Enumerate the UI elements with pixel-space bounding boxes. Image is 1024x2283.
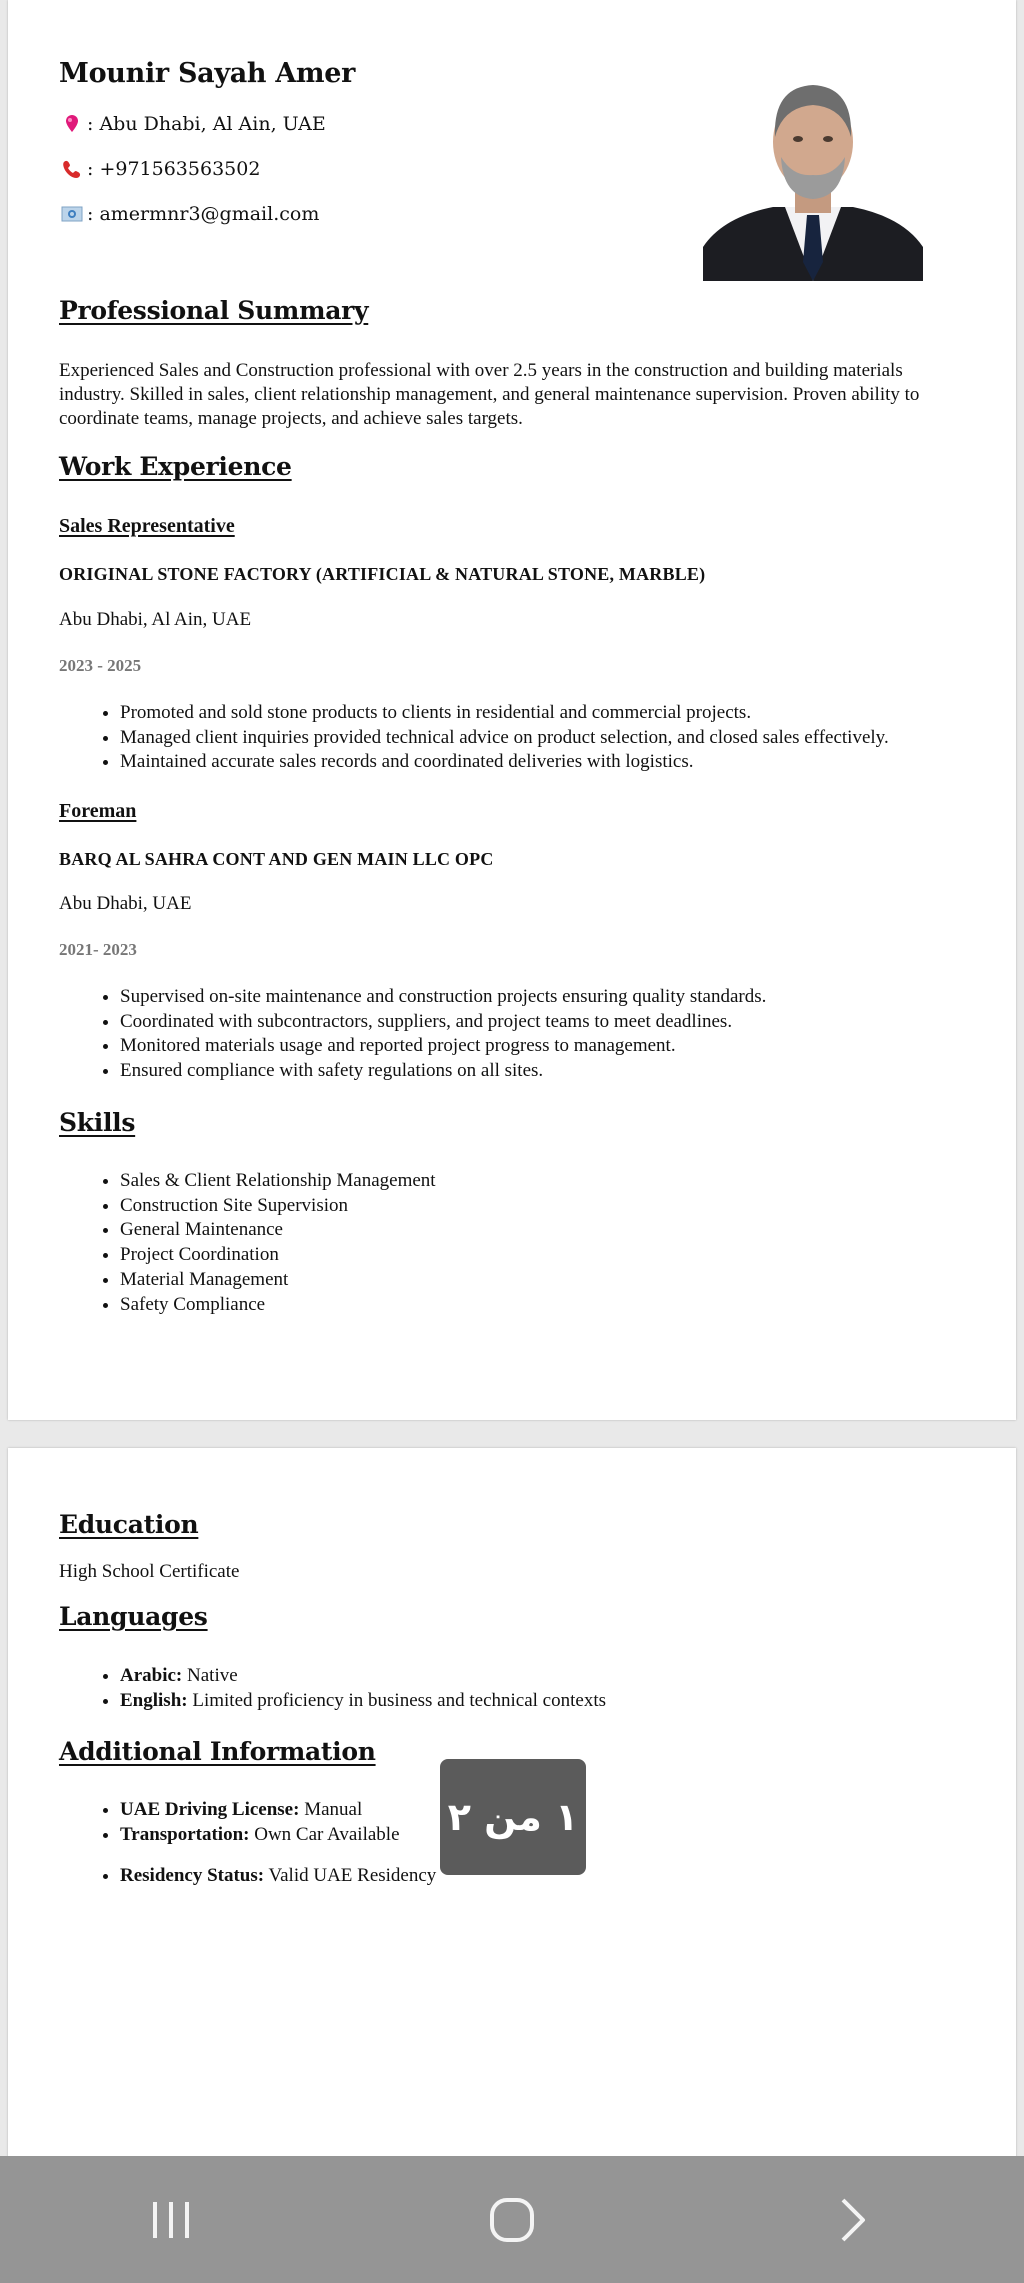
list-item: • General Maintenance (120, 1218, 436, 1243)
list-item (120, 1664, 606, 1689)
additional-info-heading: Additional Information (59, 1737, 376, 1766)
job-title-1: Sales Representative (59, 515, 235, 537)
candidate-name: Mounir Sayah Amer (59, 58, 356, 89)
list-item: • Ensured compliance with safety regulations on all sites. (120, 1059, 766, 1084)
recent-apps-button[interactable] (116, 2180, 226, 2260)
work-experience-heading: Work Experience (59, 452, 292, 481)
summary-heading: Professional Summary (59, 296, 369, 325)
email-icon (59, 206, 85, 222)
profile-photo (703, 57, 923, 281)
map-pin-icon (59, 114, 85, 134)
email-text: : amermnr3@gmail.com (87, 203, 320, 225)
education-heading: Education (59, 1510, 199, 1539)
language-value: Native (182, 1665, 238, 1686)
job-title-2: Foreman (59, 800, 137, 822)
location-text: : Abu Dhabi, Al Ain, UAE (87, 113, 326, 135)
list-item: • Monitored materials usage and reported project progress to management. (120, 1034, 766, 1059)
summary-text: Experienced Sales and Construction professional with over 2.5 years in the construction and building materials industry. Skilled in sales, client relationship management, and general maintenance supervision. Proven ability to coordinate teams, manage projects, and achieve sales targets. (59, 360, 920, 429)
phone-icon (59, 159, 85, 179)
job-dates-1: 2023 - 2025 (59, 656, 142, 675)
list-item: • Supervised on-site maintenance and construction projects ensuring quality standards. (120, 985, 766, 1010)
skills-heading: Skills (59, 1108, 136, 1137)
info-label: UAE Driving License: (120, 1799, 300, 1820)
education-text: High School Certificate (59, 1561, 240, 1582)
list-item: • Promoted and sold stone products to clients in residential and commercial projects. (120, 701, 889, 726)
info-value: Valid UAE Residency (264, 1865, 437, 1887)
list-item: • Safety Compliance (120, 1293, 436, 1318)
job-dates-2: 2021- 2023 (59, 940, 137, 959)
list-item (120, 1864, 436, 1889)
list-item: • Construction Site Supervision (120, 1194, 436, 1219)
phone-text: : +971563563502 (87, 158, 261, 180)
additional-info-list (59, 1798, 436, 1889)
language-label: English: (120, 1689, 188, 1711)
list-item: • Project Coordination (120, 1243, 436, 1268)
back-icon (835, 2196, 871, 2244)
job-bullets-2 (59, 985, 766, 1084)
contact-phone (59, 158, 260, 180)
contact-location (59, 113, 326, 135)
language-value: Limited proficiency in business and technical contexts (187, 1689, 607, 1711)
list-item (120, 1823, 436, 1848)
languages-heading: Languages (59, 1602, 208, 1631)
info-label: Transportation: (120, 1823, 250, 1845)
languages-list (59, 1664, 606, 1713)
list-item: • Maintained accurate sales records and coordinated deliveries with logistics. (120, 750, 889, 775)
home-button[interactable] (457, 2180, 567, 2260)
list-item: • Sales & Client Relationship Management (120, 1169, 436, 1194)
info-value: Own Car Available (249, 1823, 400, 1845)
info-value: Manual (299, 1799, 363, 1820)
list-item: • Material Management (120, 1268, 436, 1293)
job-location-2: Abu Dhabi, UAE (59, 893, 192, 914)
list-item: • Managed client inquiries provided technical advice on product selection, and closed sales effectively. (120, 726, 889, 751)
back-button[interactable] (798, 2180, 908, 2260)
job-location-1: Abu Dhabi, Al Ain, UAE (59, 609, 252, 630)
system-navigation-bar (0, 2156, 1024, 2283)
job-company-1: ORIGINAL STONE FACTORY (ARTIFICIAL & NATURAL STONE, MARBLE) (59, 564, 706, 584)
contact-email (59, 203, 319, 225)
list-item: • Coordinated with subcontractors, suppliers, and project teams to meet deadlines. (120, 1010, 766, 1035)
list-item (120, 1798, 436, 1823)
home-icon (488, 2196, 536, 2244)
language-label: Arabic: (120, 1665, 183, 1686)
job-bullets-1 (59, 701, 889, 775)
recent-apps-icon (149, 2198, 193, 2242)
skills-list (59, 1169, 436, 1317)
job-company-2: BARQ AL SAHRA CONT AND GEN MAIN LLC OPC (59, 849, 494, 869)
info-label: Residency Status: (120, 1865, 265, 1887)
list-item (120, 1689, 606, 1714)
page-indicator-badge: ١ من ٢ (440, 1759, 586, 1875)
